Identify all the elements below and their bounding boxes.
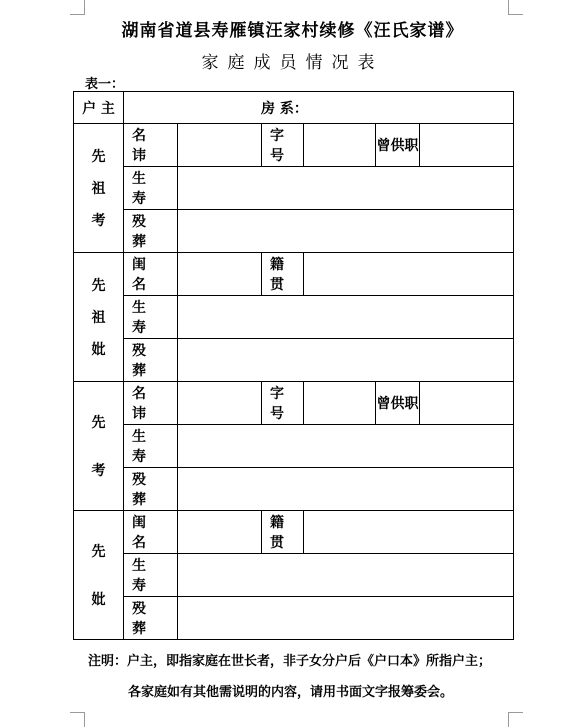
document-subtitle: 家庭成员情况表 <box>201 53 384 73</box>
burial-input-cell[interactable] <box>178 468 514 511</box>
page-corner-mark <box>508 712 523 727</box>
group-1-label <box>74 124 124 253</box>
native-place-input-cell[interactable] <box>304 511 514 554</box>
courtesy-name-input-cell[interactable] <box>304 124 376 167</box>
burial-input-cell[interactable] <box>178 339 514 382</box>
householder-label: 户 主 <box>74 92 124 124</box>
former-post-input-cell[interactable] <box>420 124 514 167</box>
maiden-name-input-cell[interactable] <box>178 253 262 296</box>
burial-input-cell[interactable] <box>178 597 514 640</box>
group-2-row-2 <box>74 296 514 339</box>
maiden-name-input-cell[interactable] <box>178 511 262 554</box>
group-label-char: 考 <box>91 463 106 479</box>
group-3-row-1 <box>74 382 514 425</box>
page-corner-mark <box>70 712 85 727</box>
burial-label: 殁 葬 <box>124 597 178 640</box>
name-input-cell[interactable] <box>178 124 262 167</box>
group-label-char: 考 <box>91 213 106 229</box>
maiden-name-label: 闺 名 <box>124 253 178 296</box>
group-4-label <box>74 511 124 640</box>
native-place-label: 籍 贯 <box>262 511 304 554</box>
group-2-row-1 <box>74 253 514 296</box>
birth-input-cell[interactable] <box>178 296 514 339</box>
burial-label: 殁 葬 <box>124 339 178 382</box>
branch-field[interactable] <box>124 92 514 124</box>
group-label-char: 先 <box>91 278 106 294</box>
group-4-row-2 <box>74 554 514 597</box>
note-line-1: 注明：户主，即指家庭在世长者，非子女分户后《户口本》所指户主； <box>88 654 492 669</box>
burial-label: 殁 葬 <box>124 210 178 253</box>
group-label-char: 祖 <box>91 181 106 197</box>
householder-row <box>74 92 514 124</box>
birth-input-cell[interactable] <box>178 554 514 597</box>
group-2-row-3 <box>74 339 514 382</box>
birth-label: 生 寿 <box>124 425 178 468</box>
native-place-input-cell[interactable] <box>304 253 514 296</box>
maiden-name-label: 闺 名 <box>124 511 178 554</box>
group-1-row-3 <box>74 210 514 253</box>
group-label-char: 妣 <box>91 342 106 358</box>
name-label: 名 讳 <box>124 124 178 167</box>
name-input-cell[interactable] <box>178 382 262 425</box>
courtesy-name-label: 字 号 <box>262 124 304 167</box>
family-member-form-table <box>73 91 514 640</box>
group-label-char: 祖 <box>91 310 106 326</box>
branch-label: 房 系： <box>261 100 308 117</box>
group-4-row-3 <box>74 597 514 640</box>
document-title: 湖南省道县寿雁镇汪家村续修《汪氏家谱》 <box>121 21 464 41</box>
courtesy-name-input-cell[interactable] <box>304 382 376 425</box>
birth-label: 生 寿 <box>124 554 178 597</box>
group-3-row-2 <box>74 425 514 468</box>
native-place-label: 籍 贯 <box>262 253 304 296</box>
former-post-label: 曾供职 <box>376 124 420 167</box>
page-corner-mark <box>508 0 523 15</box>
birth-label: 生 寿 <box>124 296 178 339</box>
table-label: 表一： <box>85 77 125 92</box>
page-corner-mark <box>70 0 85 15</box>
courtesy-name-label: 字 号 <box>262 382 304 425</box>
name-label: 名 讳 <box>124 382 178 425</box>
former-post-label: 曾供职 <box>376 382 420 425</box>
group-3-label <box>74 382 124 511</box>
group-2-label <box>74 253 124 382</box>
group-label-char: 先 <box>91 415 106 431</box>
burial-label: 殁 葬 <box>124 468 178 511</box>
birth-input-cell[interactable] <box>178 167 514 210</box>
group-3-row-3 <box>74 468 514 511</box>
note-line-2: 各家庭如有其他需说明的内容，请用书面文字报筹委会。 <box>128 685 454 700</box>
group-4-row-1 <box>74 511 514 554</box>
group-1-row-2 <box>74 167 514 210</box>
birth-label: 生 寿 <box>124 167 178 210</box>
group-1-row-1 <box>74 124 514 167</box>
birth-input-cell[interactable] <box>178 425 514 468</box>
group-label-char: 先 <box>91 544 106 560</box>
burial-input-cell[interactable] <box>178 210 514 253</box>
group-label-char: 妣 <box>91 592 106 608</box>
group-label-char: 先 <box>91 149 106 165</box>
former-post-input-cell[interactable] <box>420 382 514 425</box>
